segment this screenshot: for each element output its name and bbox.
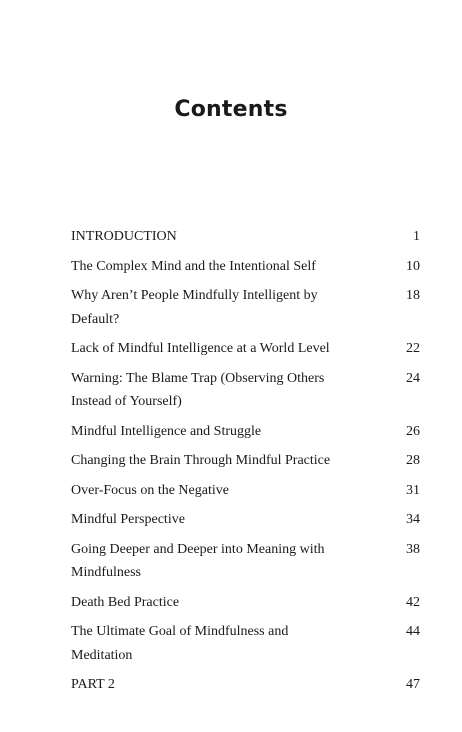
toc-entry-label: Why Aren’t People Mindfully Intelligent by Default?: [71, 288, 318, 327]
toc-entry-label: Going Deeper and Deeper into Meaning with Mindfulness: [71, 541, 325, 580]
toc-entry: [71, 255, 420, 279]
toc-entry-label: Changing the Brain Through Mindful Practice: [71, 453, 331, 468]
toc-entry-label: The Complex Mind and the Intentional Self: [71, 258, 316, 274]
toc-entry-page: 1: [413, 229, 420, 244]
toc-entry-page: 28: [406, 453, 420, 468]
toc-entry-page: 24: [406, 370, 420, 386]
toc-entry: [71, 367, 420, 414]
toc-entry-page: 26: [406, 423, 420, 439]
contents-title: Contents: [174, 97, 288, 122]
toc-entry-page: 44: [406, 624, 420, 639]
toc-entry-page: 42: [406, 594, 420, 610]
toc-entry-page: 22: [406, 341, 420, 356]
toc-entry-page: 18: [406, 288, 420, 303]
toc-entry: [71, 508, 420, 532]
table-of-contents: [71, 225, 420, 703]
toc-entry-label: Mindful Intelligence and Struggle: [71, 423, 262, 439]
toc-entry-page: 38: [406, 541, 420, 557]
toc-entry-label: Lack of Mindful Intelligence at a World Level: [71, 341, 330, 356]
toc-entry-page: 34: [406, 512, 420, 527]
toc-entry-label: The Ultimate Goal of Mindfulness and Meditation: [71, 624, 289, 663]
toc-entry-label: Over-Focus on the Negative: [71, 482, 229, 498]
toc-entry: [71, 591, 420, 615]
toc-entry: [71, 284, 420, 331]
toc-entry-page: 31: [406, 482, 420, 498]
toc-entry-label: INTRODUCTION: [71, 229, 177, 244]
toc-entry: [71, 620, 420, 667]
toc-entry: [71, 449, 420, 473]
toc-entry-page: 47: [406, 677, 420, 692]
toc-entry-label: Warning: The Blame Trap (Observing Others Instead of Yourself): [71, 370, 325, 409]
toc-entry: [71, 673, 420, 697]
toc-entry-page: 10: [406, 258, 420, 274]
toc-entry: [71, 420, 420, 444]
toc-entry-label: Mindful Perspective: [71, 512, 185, 527]
toc-entry: [71, 337, 420, 361]
toc-entry-label: Death Bed Practice: [71, 594, 180, 610]
toc-entry: [71, 538, 420, 585]
toc-entry: [71, 225, 420, 249]
toc-entry-label: PART 2: [71, 677, 115, 692]
toc-entry: [71, 479, 420, 503]
